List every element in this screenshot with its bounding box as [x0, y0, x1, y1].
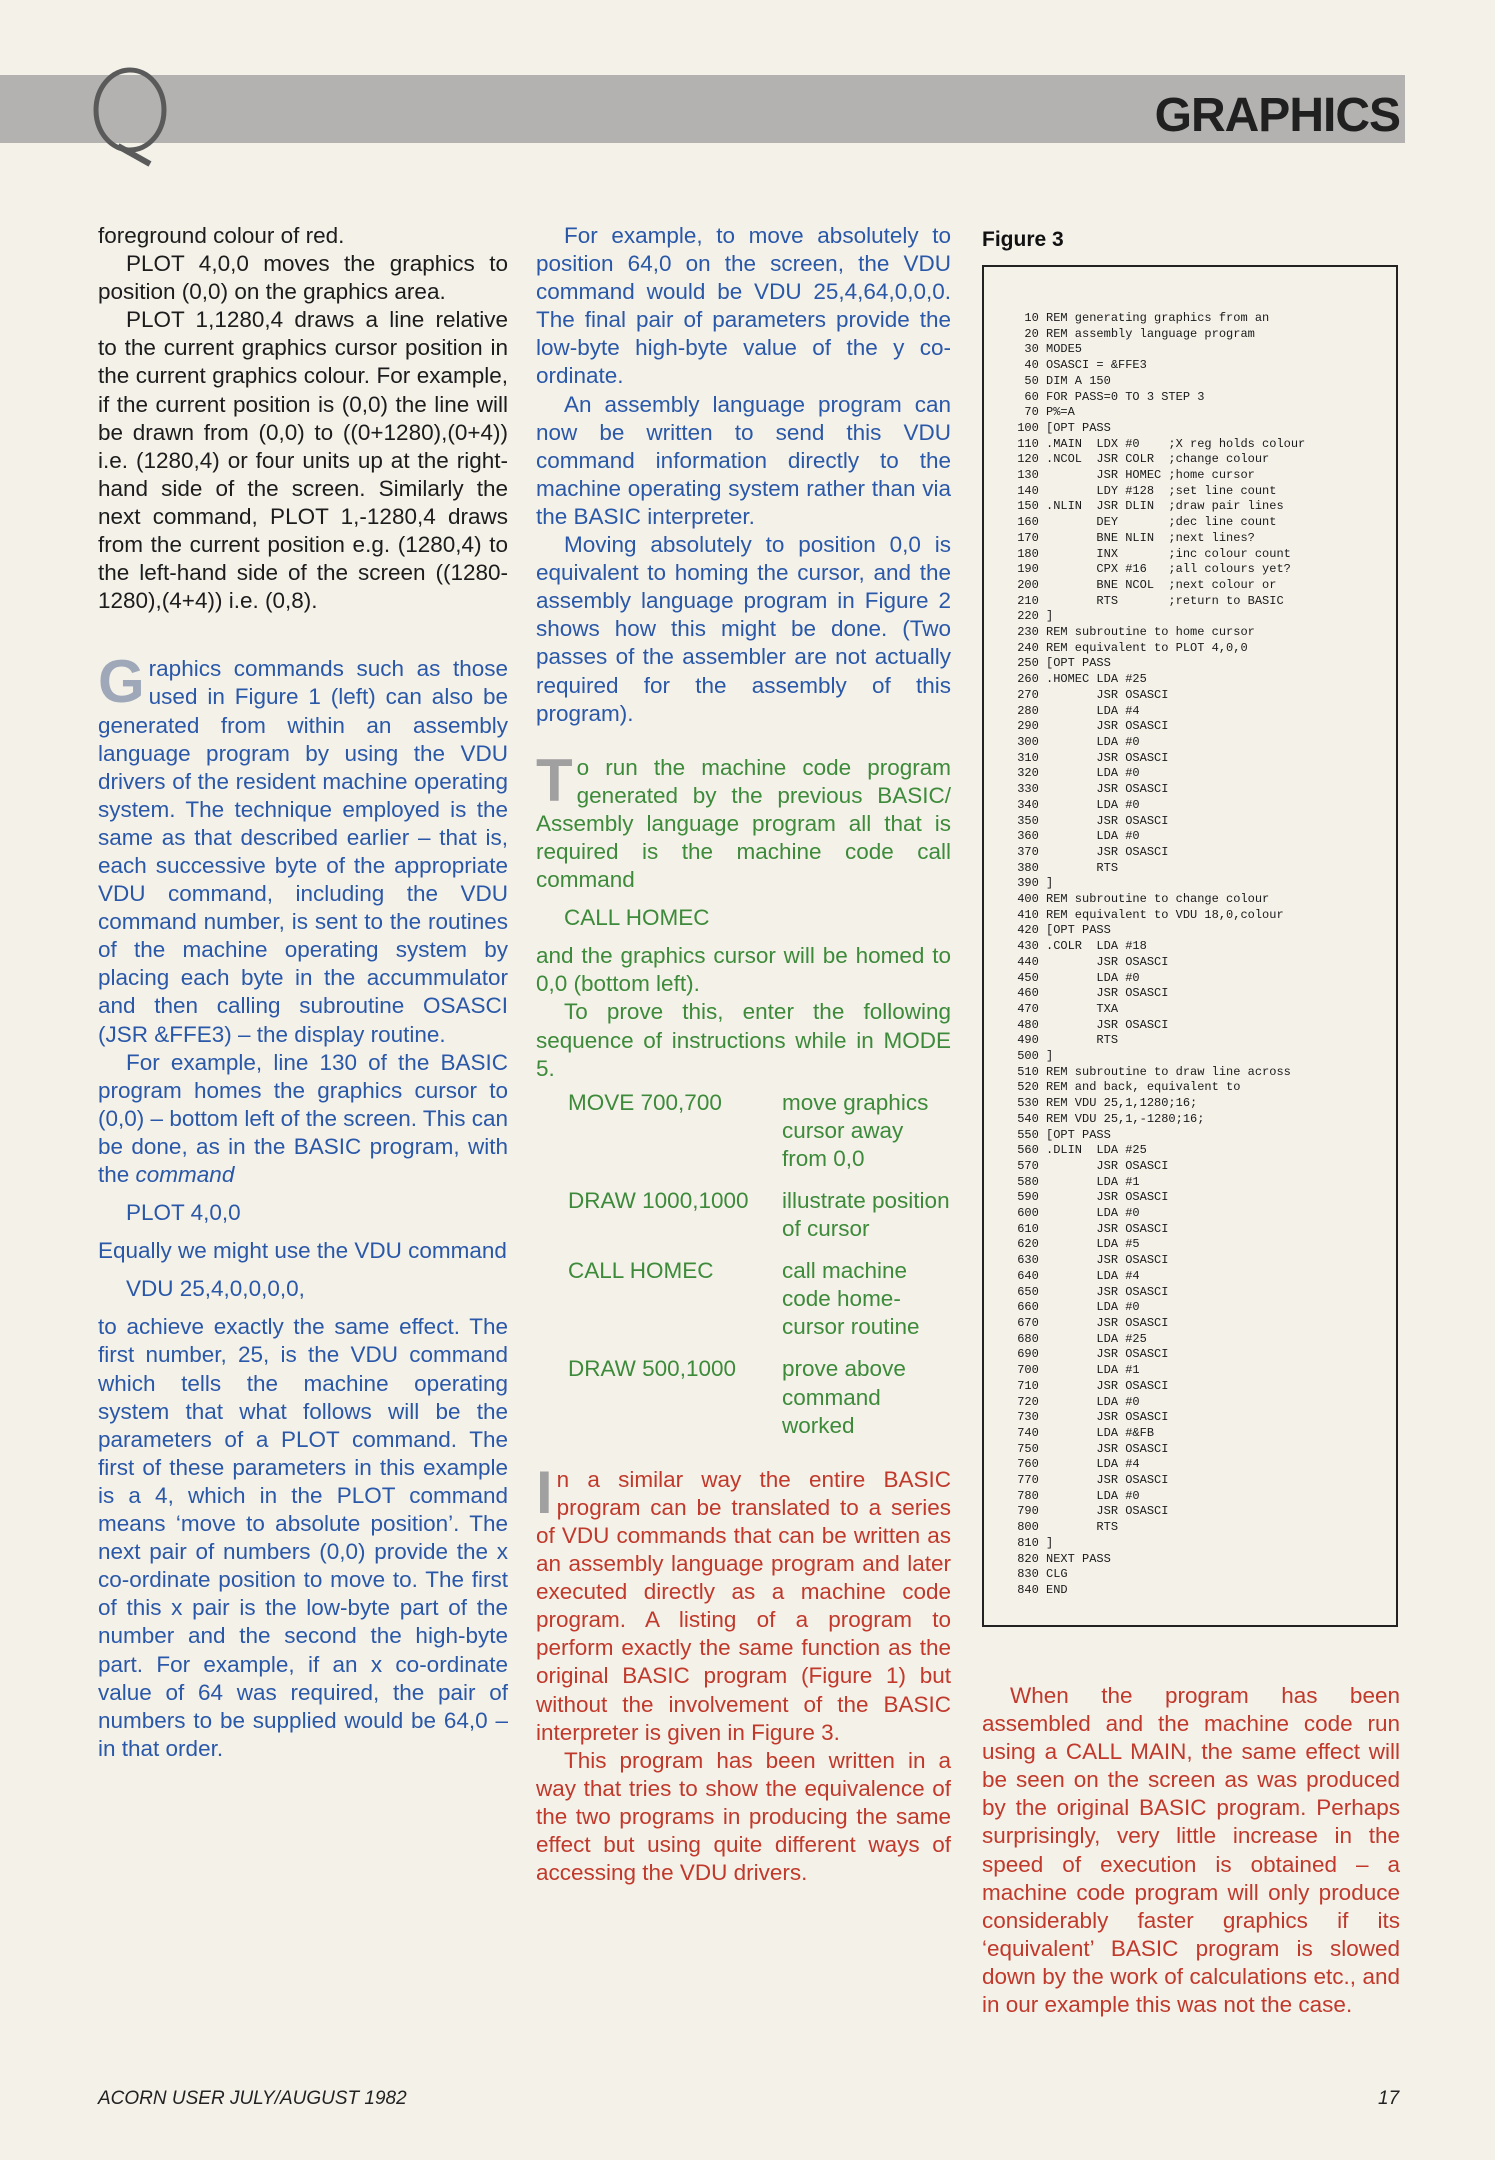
command-cell: DRAW 500,1000 — [568, 1356, 737, 1382]
command-cell: MOVE 700,700 — [568, 1089, 722, 1115]
command-cell: DRAW 1000,1000 — [568, 1188, 749, 1213]
paragraph-text: n a similar way the entire BASIC program can be translated to a series of VDU commands that can be written as an assembly language program and later executed directly as a machine code program. A listing of a program to perform exactly the same function as the original BASIC program (Figure 1) but without the involvement of the BASIC interpreter is given in Figure 3. — [536, 1466, 951, 1745]
paragraph: When the program has been assembled and the machine code run using a CALL MAIN, the same effect will be seen on the screen as was produced by the original BASIC program. Perhaps surprisingly, very little increase in the speed of execution is obtained – a machine code program will only produce considerably faster graphics if its ‘equivalent’ BASIC program is slowed down by the work of calculations etc., and in our example this was not the case. — [982, 1683, 1400, 2018]
command-line: CALL HOMEC — [564, 905, 710, 931]
drop-cap: I — [536, 1458, 553, 1526]
paragraph: Equally we might use the VDU command — [98, 1238, 507, 1264]
paragraph: PLOT 4,0,0 moves the graphics to position (0,0) on the graphics area. — [98, 251, 508, 305]
description-cell: call machine code home-cursor routine — [782, 1258, 920, 1340]
section-title: GRAPHICS — [1154, 89, 1400, 142]
paragraph: Moving absolutely to position 0,0 is equivalent to homing the cursor, and the assembly language program in Figure 2 shows how this might be done. (Two passes of the assembler are not actually required for the assembly of this program). — [536, 532, 951, 726]
drop-cap: T — [536, 746, 573, 814]
table-row — [536, 1187, 951, 1257]
acorn-logo-icon — [88, 58, 172, 168]
table-row — [536, 1089, 951, 1187]
description-cell: illustrate position of cursor — [782, 1188, 950, 1242]
paragraph: An assembly language program can now be written to send this VDU command information directly to the machine operating system rather than via the BASIC interpreter. — [536, 391, 951, 529]
paragraph-text: o run the machine code program generated by the previous BASIC/ Assembly language program all that is required is the machine code call command — [536, 754, 951, 893]
command-line: PLOT 4,0,0 — [126, 1200, 241, 1226]
paragraph: and the graphics cursor will be homed to 0,0 (bottom left). — [536, 943, 951, 997]
paragraph: For example, to move absolutely to position 64,0 on the screen, the VDU command would be VDU 25,4,64,0,0,0. The final pair of parameters provide the low-byte high-byte value of the y co-ordinate. — [536, 223, 951, 389]
command-line: VDU 25,4,0,0,0,0, — [126, 1276, 305, 1302]
drop-cap: G — [98, 648, 145, 716]
paragraph — [98, 1049, 508, 1189]
footer-magazine: ACORN USER JULY/AUGUST 1982 — [98, 2088, 407, 2109]
paragraph-text: raphics commands such as those used in Figure 1 (left) can also be generated from within an assembly language program by using the VDU drivers of the resident machine operating system. The technique employed is the same as that described earlier – that is, each successive byte of the appropriate VDU command, including the VDU command number, is sent to the routines of the machine operating system by placing each byte in the accummulator and then calling subroutine OSASCI (JSR &FFE3) – the display routine. — [98, 656, 508, 1047]
paragraph-text: For example, line 130 of the BASIC program homes the graphics cursor to (0,0) – bottom left of the screen. This can be done, as in the BASIC program, with the — [98, 1049, 508, 1187]
paragraph-dropcap — [98, 648, 508, 1048]
section-blue — [98, 648, 508, 1763]
italic-word: command — [135, 1162, 235, 1187]
paragraph: This program has been written in a way that tries to show the equivalence of the two programs in producing the same effect but using quite different ways of accessing the VDU drivers. — [536, 1747, 951, 1886]
table-row — [536, 1355, 951, 1453]
section-red — [536, 1458, 951, 1887]
command-cell: CALL HOMEC — [568, 1258, 714, 1284]
paragraph-dropcap — [536, 746, 951, 894]
section-green — [536, 746, 951, 1454]
article-column-1 — [98, 222, 508, 1763]
paragraph: foreground colour of red. — [98, 223, 345, 248]
code-listing: 10 REM generating graphics from an 20 REM assembly language program 30 MODE5 40 OSASCI = &FFE3 50 DIM A 150 60 FOR PASS=0 TO 3 STEP 3 70 P%=A 100 [OPT PASS 110 .MAIN LDX #0 ;X reg holds colour 120 .NCOL JSR COLR ;change colour 130 JSR HOMEC ;home cursor 140 LDY #128 ;set line count 150 .NLIN JSR DLIN ;draw pair lines 160 DEY ;dec line count 170 BNE NLIN ;next lines? 180 INX ;inc colour count 190 CPX #16 ;all colours yet? 200 BNE NCOL ;next colour or 210 RTS ;return to BASIC 220 ] 230 REM subroutine to home cursor 240 REM equivalent to PLOT 4,0,0 250 [OPT PASS 260 .HOMEC LDA #25 270 JSR OSASCI 280 LDA #4 290 JSR OSASCI 300 LDA #0 310 JSR OSASCI 320 LDA #0 330 JSR OSASCI 340 LDA #0 350 JSR OSASCI 360 LDA #0 370 JSR OSASCI 380 RTS 390 ] 400 REM subroutine to change colour 410 REM equivalent to VDU 18,0,colour 420 [OPT PASS 430 .COLR LDA #18 440 JSR OSASCI 450 LDA #0 460 JSR OSASCI 470 TXA 480 JSR OSASCI 490 RTS 500 ] 510 REM subroutine to draw line across 520 REM and back, equivalent to 530 REM VDU 25,1,1280;16; 540 REM VDU 25,1,-1280;16; 550 [OPT PASS 560 .DLIN LDA #25 570 JSR OSASCI 580 LDA #1 590 JSR OSASCI 600 LDA #0 610 JSR OSASCI 620 LDA #5 630 JSR OSASCI 640 LDA #4 650 JSR OSASCI 660 LDA #0 670 JSR OSASCI 680 LDA #25 690 JSR OSASCI 700 LDA #1 710 JSR OSASCI 720 LDA #0 730 JSR OSASCI 740 LDA #&FB 750 JSR OSASCI 760 LDA #4 770 JSR OSASCI 780 LDA #0 790 JSR OSASCI 800 RTS 810 ] 820 NEXT PASS 830 CLG 840 END — [1017, 311, 1306, 1597]
article-column-2 — [536, 222, 951, 1887]
table-row — [536, 1257, 951, 1355]
command-table — [536, 1089, 951, 1454]
description-cell: move graphics cursor away from 0,0 — [782, 1089, 929, 1171]
paragraph: To prove this, enter the following sequence of instructions while in MODE 5. — [536, 999, 951, 1081]
article-column-3 — [982, 1682, 1400, 2019]
figure-title: Figure 3 — [982, 228, 1064, 251]
paragraph-dropcap — [536, 1458, 951, 1747]
page-number: 17 — [1378, 2088, 1400, 2109]
paragraph: PLOT 1,1280,4 draws a line relative to the current graphics cursor position in the current graphics colour. For example, if the current position is (0,0) the line will be drawn from (0,0) to ((0+1280),(0+4)) i.e. (1280,4) or four units up at the right-hand side of the screen. Similarly the next command, PLOT 1,-1280,4 draws from the current position e.g. (1280,4) to the left-hand side of the screen ((1280-1280),(4+4)) i.e. (0,8). — [98, 307, 508, 614]
paragraph: to achieve exactly the same effect. The first number, 25, is the VDU command which tells the machine operating system that what follows will be the parameters of a PLOT command. The first of these parameters in this example is a 4, which in the PLOT command means ‘move to absolute position’. The next pair of numbers (0,0) provide the x co-ordinate position to move to. The first of this x pair is the low-byte part of the number and the second the high-byte part. For example, if an x co-ordinate value of 64 was required, the pair of numbers to be supplied would be 64,0 – in that order. — [98, 1314, 508, 1761]
description-cell: prove above command worked — [782, 1356, 906, 1438]
